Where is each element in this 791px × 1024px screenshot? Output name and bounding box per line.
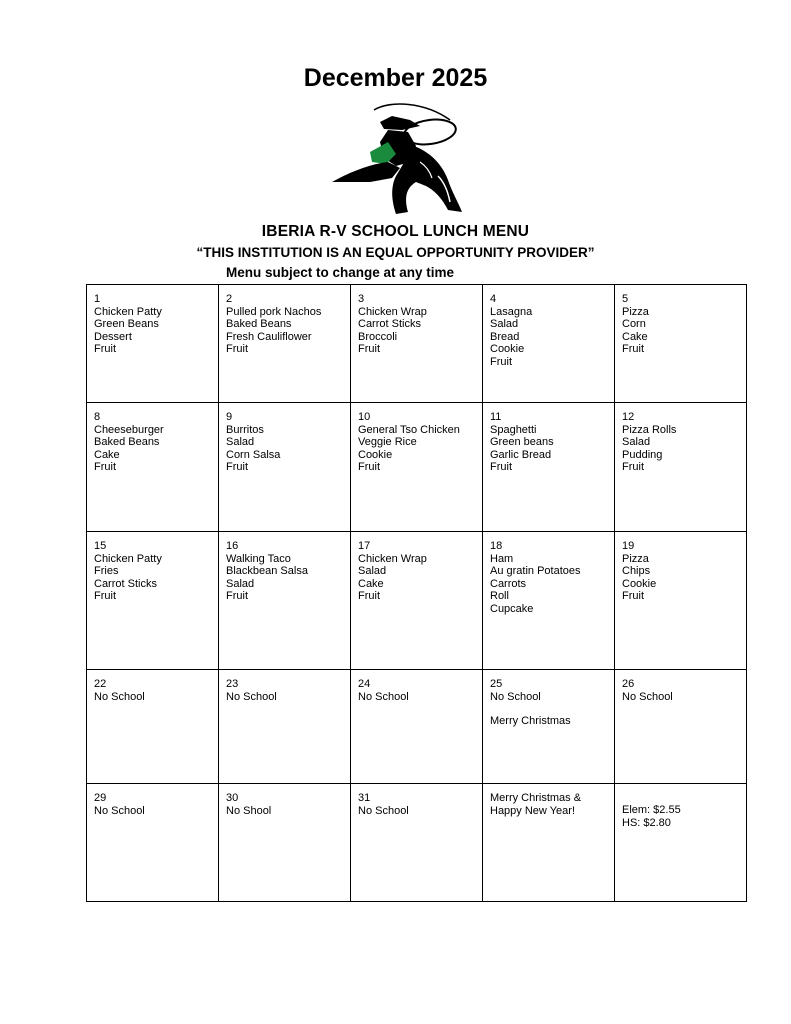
menu-item: Burritos	[226, 423, 264, 436]
day-number: 5	[622, 293, 629, 305]
menu-item: Dessert	[94, 330, 132, 343]
day-number: 12	[622, 410, 635, 423]
menu-item: Fries	[94, 565, 119, 578]
day-cell	[351, 285, 483, 403]
day-number: 15	[94, 539, 107, 552]
price-hs: HS: $2.80	[622, 816, 671, 829]
menu-item: Fruit	[226, 461, 248, 474]
menu-item: Blackbean Salsa	[226, 565, 308, 578]
day-number: 19	[622, 539, 635, 552]
week-row	[87, 784, 747, 902]
menu-item: Baked Beans	[94, 436, 160, 449]
day-cell	[351, 531, 483, 669]
menu-item: Pizza	[622, 552, 649, 565]
menu-item: Corn	[622, 318, 646, 331]
day-number: 24	[358, 678, 371, 691]
menu-item: Fruit	[226, 343, 248, 356]
day-cell	[87, 402, 219, 531]
equal-opportunity-notice: “THIS INSTITUTION IS AN EQUAL OPPORTUNITY PROVIDER”	[196, 245, 595, 260]
day-cell	[483, 531, 615, 669]
menu-item: Cookie	[358, 448, 393, 461]
menu-change-notice: Menu subject to change at any time	[226, 265, 455, 280]
menu-item: Salad	[490, 318, 519, 331]
day-number: 2	[226, 293, 233, 305]
menu-item: No School	[358, 690, 409, 703]
menu-item: No School	[490, 690, 541, 703]
menu-item: Cookie	[490, 343, 525, 356]
menu-item: Fruit	[622, 590, 644, 603]
day-number: 17	[358, 539, 371, 552]
day-cell	[219, 670, 351, 784]
week-row	[87, 670, 747, 784]
menu-item: Salad	[358, 565, 387, 578]
menu-item: Fruit	[490, 355, 512, 368]
menu-item: Fruit	[490, 461, 512, 474]
week-row	[87, 285, 747, 403]
menu-item: Cake	[94, 448, 120, 461]
menu-item: Au gratin Potatoes	[490, 565, 581, 578]
menu-item: Cupcake	[490, 602, 534, 615]
day-cell	[483, 402, 615, 531]
menu-item: No School	[622, 690, 673, 703]
day-number: 4	[490, 293, 497, 305]
menu-item: Corn Salsa	[226, 448, 281, 461]
page-title: December 2025	[303, 64, 488, 92]
day-number: 8	[94, 410, 101, 423]
day-cell	[219, 402, 351, 531]
menu-item: Merry Christmas &	[490, 792, 582, 805]
day-number: 25	[490, 678, 503, 691]
menu-item: Chicken Wrap	[358, 305, 427, 318]
menu-item: No Shool	[226, 804, 272, 817]
day-cell	[615, 285, 747, 403]
day-number: 31	[358, 792, 371, 805]
menu-item: Veggie Rice	[358, 436, 417, 449]
menu-item: Chips	[622, 565, 651, 578]
menu-item: No School	[226, 690, 277, 703]
day-cell	[483, 670, 615, 784]
menu-item: Ham	[490, 552, 514, 565]
day-number: 23	[226, 678, 239, 691]
menu-item: General Tso Chicken	[358, 423, 460, 436]
menu-item: Lasagna	[490, 305, 533, 318]
menu-item: No School	[358, 804, 409, 817]
menu-item: Walking Taco	[226, 552, 291, 565]
day-number: 22	[94, 678, 107, 691]
menu-calendar	[86, 284, 747, 902]
menu-item: Cake	[622, 330, 648, 343]
menu-item: No School	[94, 690, 145, 703]
menu-item: Salad	[226, 577, 255, 590]
day-cell	[483, 285, 615, 403]
day-cell	[483, 784, 615, 902]
week-row	[87, 402, 747, 531]
day-number: 11	[490, 410, 502, 423]
menu-item: Carrots	[490, 577, 527, 590]
menu-item: Fruit	[94, 590, 116, 603]
day-cell	[615, 531, 747, 669]
menu-item: Green Beans	[94, 318, 159, 331]
menu-item: Fruit	[226, 590, 248, 603]
menu-item: Salad	[622, 436, 651, 449]
day-cell	[615, 402, 747, 531]
day-cell	[615, 670, 747, 784]
day-cell	[87, 531, 219, 669]
menu-item: Green beans	[490, 436, 554, 449]
menu-item: Garlic Bread	[490, 448, 552, 461]
menu-item: Fruit	[94, 343, 116, 356]
menu-item: Fruit	[94, 461, 116, 474]
menu-item: Chicken Patty	[94, 305, 162, 318]
menu-item: Carrot Sticks	[358, 318, 421, 331]
menu-item: Roll	[490, 590, 509, 603]
menu-item: Fruit	[622, 343, 644, 356]
menu-item: Chicken Patty	[94, 552, 162, 565]
lunch-prices	[615, 784, 747, 902]
price-elem: Elem: $2.55	[622, 804, 681, 817]
menu-item: Fruit	[622, 461, 644, 474]
day-cell	[87, 670, 219, 784]
cowboy-horse-lasso-mascot-icon	[330, 102, 470, 217]
day-number: 30	[226, 792, 239, 805]
day-number: 3	[358, 293, 365, 305]
menu-item: Pulled pork Nachos	[226, 305, 322, 318]
day-cell	[87, 285, 219, 403]
menu-item: Pudding	[622, 448, 663, 461]
day-number: 9	[226, 410, 233, 423]
school-menu-heading: IBERIA R-V SCHOOL LUNCH MENU	[261, 223, 530, 240]
menu-item: Cookie	[622, 577, 657, 590]
menu-item: Broccoli	[358, 330, 398, 343]
day-number: 18	[490, 539, 503, 552]
menu-item: Fruit	[358, 343, 380, 356]
menu-item: Pizza	[622, 305, 649, 318]
day-number: 10	[358, 410, 371, 423]
day-cell	[87, 784, 219, 902]
day-number: 16	[226, 539, 239, 552]
menu-item: Happy New Year!	[490, 804, 575, 817]
menu-item: Carrot Sticks	[94, 577, 157, 590]
day-number: 26	[622, 678, 635, 691]
menu-item: Baked Beans	[226, 318, 292, 331]
menu-item: No School	[94, 804, 145, 817]
menu-item: Salad	[226, 436, 255, 449]
day-cell	[351, 670, 483, 784]
day-cell	[219, 285, 351, 403]
menu-item: Pizza Rolls	[622, 423, 677, 436]
menu-item: Fruit	[358, 590, 380, 603]
menu-item: Fruit	[358, 461, 380, 474]
day-cell	[351, 784, 483, 902]
day-cell	[219, 531, 351, 669]
week-row	[87, 531, 747, 669]
menu-item: Bread	[490, 330, 520, 343]
menu-item: Cake	[358, 577, 384, 590]
menu-item: Chicken Wrap	[358, 552, 427, 565]
menu-item: Cheeseburger	[94, 423, 164, 436]
holiday-note: Merry Christmas	[490, 715, 571, 728]
day-cell	[219, 784, 351, 902]
menu-item: Fresh Cauliflower	[226, 330, 312, 343]
day-number: 29	[94, 792, 107, 805]
day-number: 1	[94, 293, 101, 305]
day-cell	[351, 402, 483, 531]
menu-item: Spaghetti	[490, 423, 537, 436]
